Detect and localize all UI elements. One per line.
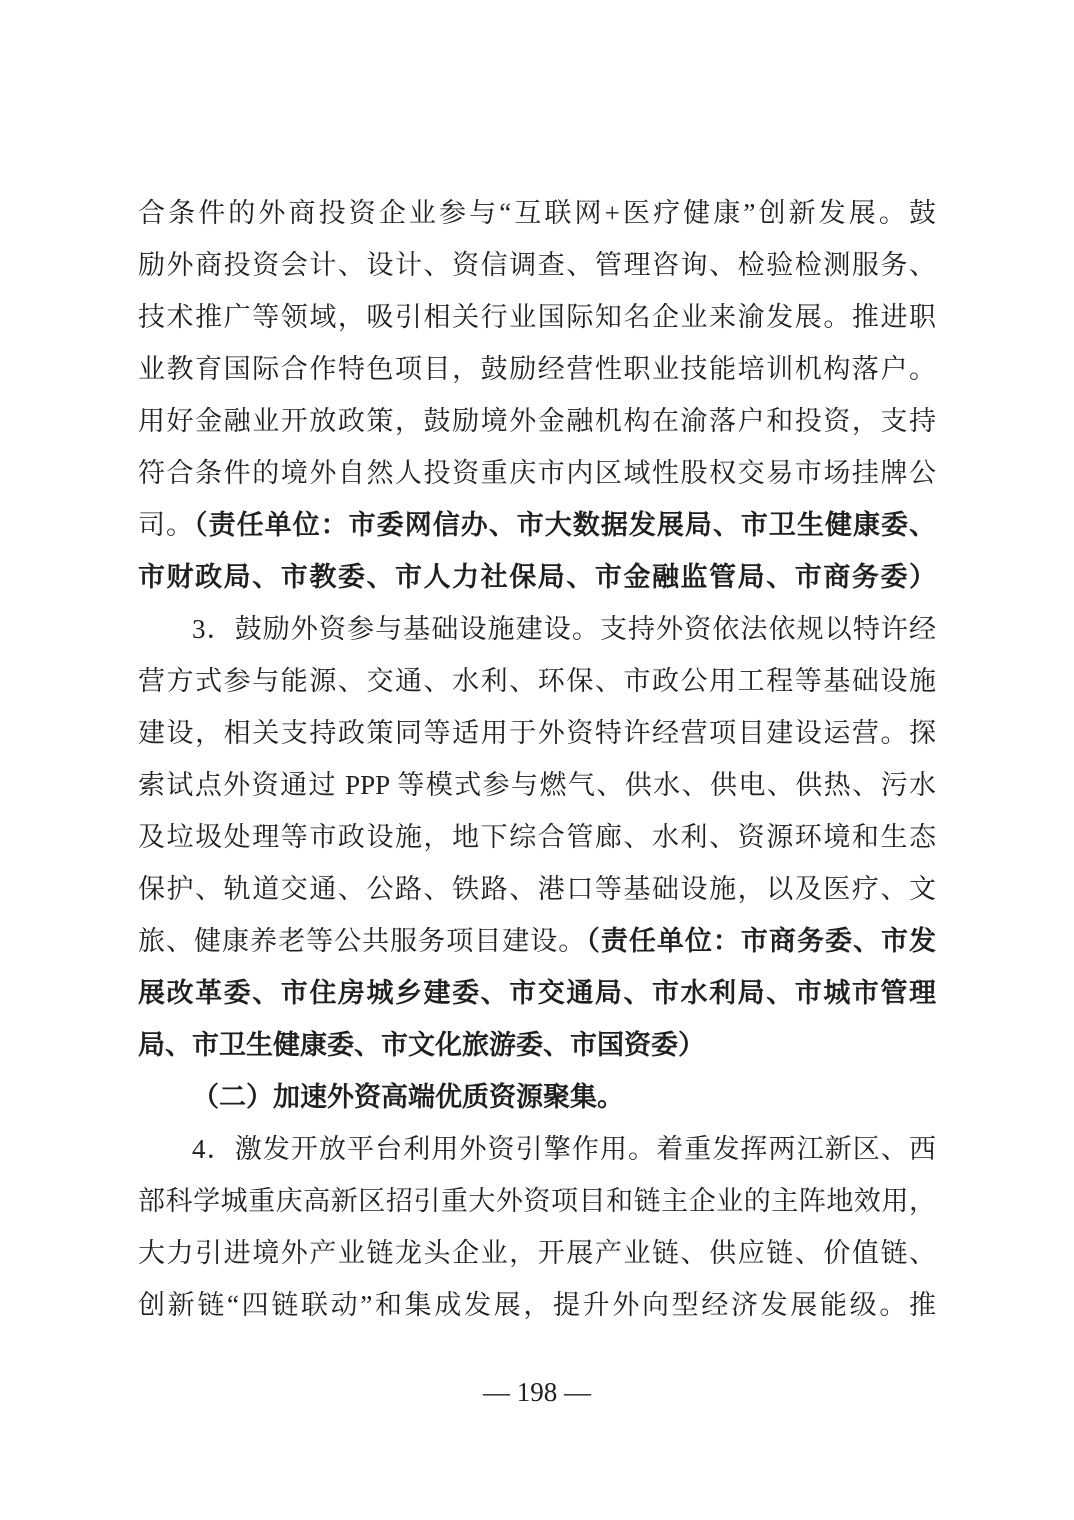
text-line bbox=[138, 1019, 936, 1071]
body-text: 部科学城重庆高新区招引重大外资项目和链主企业的主阵地效用， bbox=[138, 1186, 936, 1216]
text-line bbox=[138, 395, 936, 447]
document-body bbox=[138, 187, 936, 1331]
body-text: 索试点外资通过 PPP 等模式参与燃气、供水、供电、供热、污水 bbox=[138, 770, 936, 800]
text-line bbox=[138, 499, 936, 551]
body-text: 旅、健康养老等公共服务项目建设。 bbox=[138, 926, 587, 956]
text-line bbox=[138, 1227, 936, 1279]
body-text: 保护、轨道交通、公路、铁路、港口等基础设施，以及医疗、文 bbox=[138, 874, 936, 904]
body-text: 3．鼓励外资参与基础设施建设。支持外资依法依规以特许经 bbox=[192, 614, 936, 644]
text-line bbox=[138, 863, 936, 915]
paragraph-item-4 bbox=[138, 1123, 936, 1331]
text-line bbox=[138, 759, 936, 811]
text-line bbox=[138, 239, 936, 291]
text-line bbox=[138, 1279, 936, 1331]
paragraph-item-3 bbox=[138, 603, 936, 1071]
body-text: 用好金融业开放政策，鼓励境外金融机构在渝落户和投资，支持 bbox=[138, 406, 936, 436]
text-line bbox=[138, 187, 936, 239]
text-line bbox=[138, 551, 936, 603]
responsibility-unit-text: （二）加速外资高端优质资源聚集。 bbox=[192, 1082, 624, 1112]
text-line bbox=[138, 707, 936, 759]
body-text: 励外商投资会计、设计、资信调查、管理咨询、检验检测服务、 bbox=[138, 250, 936, 280]
text-line bbox=[138, 603, 936, 655]
responsibility-unit-text: 局、市卫生健康委、市文化旅游委、市国资委） bbox=[138, 1030, 705, 1060]
body-text: 4．激发开放平台利用外资引擎作用。着重发挥两江新区、西 bbox=[192, 1134, 936, 1164]
text-line bbox=[138, 655, 936, 707]
text-line bbox=[138, 1123, 936, 1175]
body-text: 营方式参与能源、交通、水利、环保、市政公用工程等基础设施 bbox=[138, 666, 936, 696]
text-line bbox=[138, 343, 936, 395]
responsibility-unit-text: 展改革委、市住房城乡建委、市交通局、市水利局、市城市管理 bbox=[138, 978, 936, 1008]
text-line bbox=[138, 915, 936, 967]
page-footer bbox=[0, 1376, 1074, 1408]
paragraph-section-heading-2 bbox=[138, 1071, 936, 1123]
text-line bbox=[138, 967, 936, 1019]
body-text: 业教育国际合作特色项目，鼓励经营性职业技能培训机构落户。 bbox=[138, 354, 936, 384]
page-number: — 198 — bbox=[483, 1377, 591, 1407]
responsibility-unit-text: 市财政局、市教委、市人力社保局、市金融监管局、市商务委） bbox=[138, 562, 936, 592]
body-text: 技术推广等领域，吸引相关行业国际知名企业来渝发展。推进职 bbox=[138, 302, 936, 332]
responsibility-unit-text: （责任单位：市委网信办、市大数据发展局、市卫生健康委、 bbox=[194, 510, 937, 540]
text-line bbox=[138, 811, 936, 863]
text-line bbox=[138, 291, 936, 343]
text-line bbox=[138, 1071, 936, 1123]
body-text: 及垃圾处理等市政设施，地下综合管廊、水利、资源环境和生态 bbox=[138, 822, 936, 852]
body-text: 创新链“四链联动”和集成发展，提升外向型经济发展能级。推 bbox=[138, 1290, 936, 1320]
responsibility-unit-text: （责任单位：市商务委、市发 bbox=[586, 926, 937, 956]
body-text: 建设，相关支持政策同等适用于外资特许经营项目建设运营。探 bbox=[138, 718, 936, 748]
text-line bbox=[138, 447, 936, 499]
body-text: 合条件的外商投资企业参与“互联网+医疗健康”创新发展。鼓 bbox=[138, 198, 936, 228]
paragraph-continuation bbox=[138, 187, 936, 603]
text-line bbox=[138, 1175, 936, 1227]
body-text: 司。 bbox=[138, 510, 195, 540]
body-text: 符合条件的境外自然人投资重庆市内区域性股权交易市场挂牌公 bbox=[138, 458, 936, 488]
body-text: 大力引进境外产业链龙头企业，开展产业链、供应链、价值链、 bbox=[138, 1238, 936, 1268]
